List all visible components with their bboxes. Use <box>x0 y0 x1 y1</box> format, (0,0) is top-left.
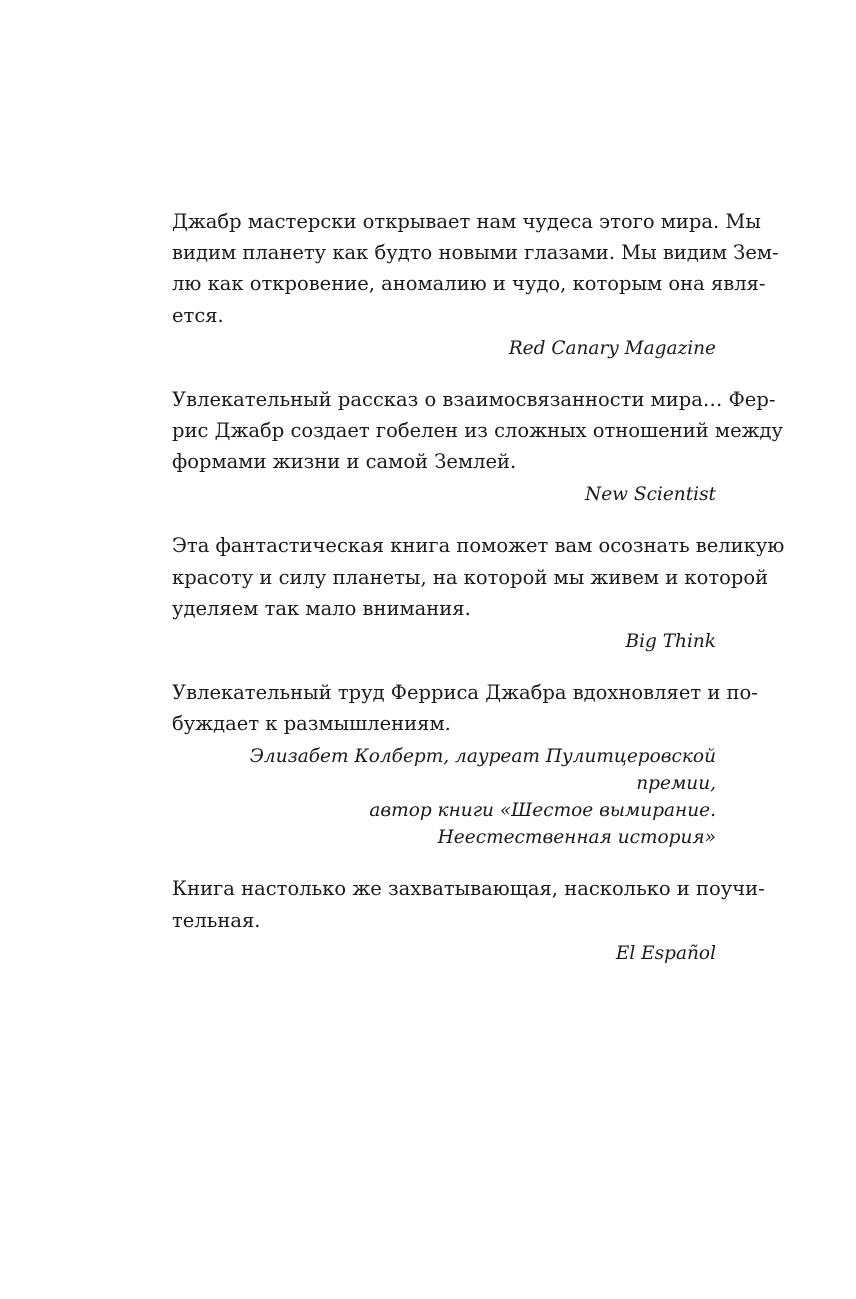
quote-source <box>172 335 716 362</box>
quote-source <box>172 940 716 967</box>
quote-block <box>172 206 779 362</box>
quote-text <box>172 677 758 739</box>
quote-block <box>172 384 784 509</box>
quote-line: тельная. <box>172 908 261 932</box>
quote-source <box>172 743 716 851</box>
quote-text <box>172 530 785 624</box>
quote-line: уделяем так мало внимания. <box>172 596 471 620</box>
quote-line: ется. <box>172 303 224 327</box>
quote-line: Эта фантастическая книга поможет вам осознать великую <box>172 534 785 558</box>
quote-line: Книга настолько же захватывающая, насколько и поучи- <box>172 877 765 901</box>
quote-line: Увлекательный труд Ферриса Джабра вдохновляет и по- <box>172 681 758 705</box>
quote-line: формами жизни и самой Землей. <box>172 450 517 474</box>
quote-source <box>172 481 716 508</box>
source-line: Red Canary Magazine <box>508 337 716 359</box>
quote-text <box>172 206 779 331</box>
quote-line: красоту и силу планеты, на которой мы живем и которой <box>172 565 769 589</box>
quote-line: лю как откровение, аномалию и чудо, которым она явля- <box>172 272 766 296</box>
blurbs-page <box>172 206 785 989</box>
quote-text <box>172 384 784 478</box>
source-line: Элизабет Колберт, лауреат Пулитцеровской премии, <box>249 746 716 795</box>
quote-source <box>172 628 716 655</box>
source-line: El Español <box>615 942 716 964</box>
quote-block <box>172 873 765 966</box>
quote-block <box>172 530 785 655</box>
quote-line: буждает к размышлениям. <box>172 712 451 736</box>
source-line: New Scientist <box>585 484 716 506</box>
quote-line: Увлекательный рассказ о взаимосвязанности мира… Фер- <box>172 387 776 411</box>
quote-line: Джабр мастерски открывает нам чудеса этого мира. Мы <box>172 210 761 233</box>
quote-text <box>172 873 765 935</box>
source-line: Неестественная история» <box>437 827 716 849</box>
quote-line: рис Джабр создает гобелен из сложных отношений между <box>172 419 784 443</box>
source-line: Big Think <box>625 631 716 653</box>
source-line: автор книги «Шестое вымирание. <box>369 800 716 822</box>
quote-line: видим планету как будто новыми глазами. Мы видим Зем- <box>172 241 779 265</box>
quote-block <box>172 677 758 851</box>
